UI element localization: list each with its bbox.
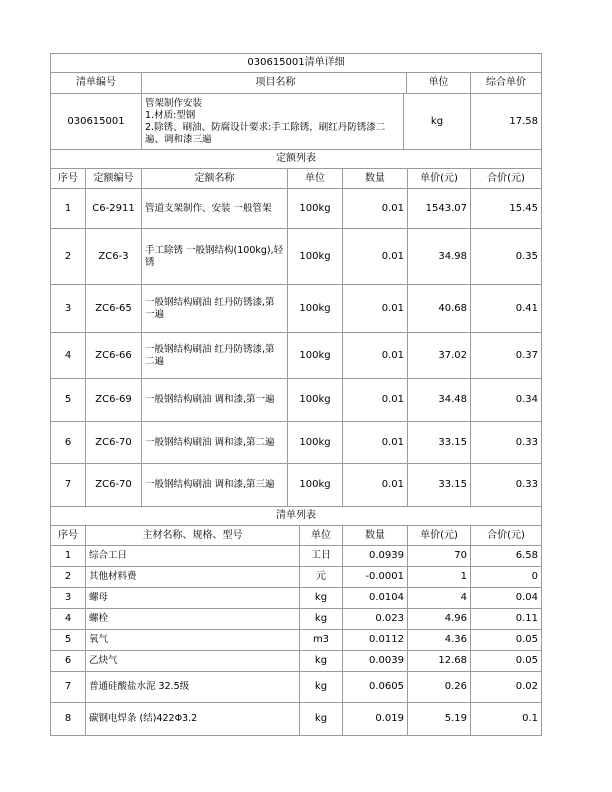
quota-unit: 100kg xyxy=(288,422,343,464)
material-price: 1 xyxy=(408,567,471,588)
quota-col-code: 定额编号 xyxy=(86,169,142,189)
material-qty: 0.0104 xyxy=(343,588,408,609)
quota-seq: 1 xyxy=(51,189,86,229)
material-unit: 工日 xyxy=(311,550,331,561)
quota-unit: 100kg xyxy=(288,379,343,422)
quota-row xyxy=(51,464,542,507)
quota-qty: 0.01 xyxy=(343,229,408,285)
quota-code: ZC6-70 xyxy=(86,464,142,507)
quota-col-unit: 单位 xyxy=(288,169,343,189)
material-price: 5.19 xyxy=(408,703,471,736)
material-unit: kg xyxy=(314,681,328,692)
material-col-seq: 序号 xyxy=(51,526,86,546)
item-header-row xyxy=(51,73,542,94)
quota-total: 0.41 xyxy=(471,285,542,333)
quota-name: 一般钢结构刷油 调和漆,第三遍 xyxy=(142,464,288,507)
material-price: 0.26 xyxy=(408,672,471,703)
material-total: 0 xyxy=(471,567,542,588)
material-section-title: 清单列表 xyxy=(51,507,542,526)
quota-code: ZC6-69 xyxy=(86,379,142,422)
quota-price: 33.15 xyxy=(408,464,471,507)
material-seq: 7 xyxy=(51,672,86,703)
quota-name: 手工除锈 一般钢结构(100kg),轻锈 xyxy=(142,229,288,285)
quota-seq: 7 xyxy=(51,464,86,507)
material-name: 螺母 xyxy=(86,588,300,608)
material-row xyxy=(51,588,542,609)
quota-section-title: 定额列表 xyxy=(51,150,542,169)
material-name: 其他材料费 xyxy=(86,567,300,587)
item-name-line: 管架制作安装 xyxy=(145,97,203,109)
material-seq: 5 xyxy=(51,630,86,651)
material-price: 4.96 xyxy=(408,609,471,630)
material-col-total: 合价(元) xyxy=(471,526,542,546)
quota-total: 0.33 xyxy=(471,422,542,464)
material-name: 氧气 xyxy=(86,630,300,650)
material-unit: m3 xyxy=(312,634,330,645)
quota-row xyxy=(51,229,542,285)
item-unit: kg xyxy=(430,115,444,127)
material-name: 普通硅酸盐水泥 32.5级 xyxy=(86,672,300,702)
material-name: 乙炔气 xyxy=(86,651,300,671)
quota-unit: 100kg xyxy=(288,189,343,229)
item-row xyxy=(51,94,542,150)
material-row xyxy=(51,651,542,672)
quota-unit: 100kg xyxy=(288,333,343,379)
item-price: 17.58 xyxy=(471,94,542,150)
material-name: 碳钢电焊条 (结)422Φ3.2 xyxy=(86,703,300,735)
quota-seq: 2 xyxy=(51,229,86,285)
quota-total: 0.33 xyxy=(471,464,542,507)
quota-total: 0.34 xyxy=(471,379,542,422)
material-row xyxy=(51,546,542,567)
detail-sheet xyxy=(50,53,541,736)
material-name: 综合工日 xyxy=(86,546,300,566)
quota-unit: 100kg xyxy=(288,464,343,507)
material-col-qty: 数量 xyxy=(343,526,408,546)
quota-code: ZC6-3 xyxy=(86,229,142,285)
header-code: 清单编号 xyxy=(51,73,142,94)
quota-qty: 0.01 xyxy=(343,422,408,464)
quota-price: 1543.07 xyxy=(408,189,471,229)
sheet-title: 030615001清单详细 xyxy=(51,54,542,73)
material-qty: 0.023 xyxy=(343,609,408,630)
material-total: 0.11 xyxy=(471,609,542,630)
quota-total: 15.45 xyxy=(471,189,542,229)
material-row xyxy=(51,703,542,736)
quota-col-total: 合价(元) xyxy=(471,169,542,189)
material-qty: 0.0112 xyxy=(343,630,408,651)
material-section-row xyxy=(51,507,542,526)
item-name-line: 1.材质:型钢 xyxy=(145,109,196,121)
quota-row xyxy=(51,189,542,229)
quota-row xyxy=(51,285,542,333)
quota-row xyxy=(51,422,542,464)
quota-col-qty: 数量 xyxy=(343,169,408,189)
header-name: 项目名称 xyxy=(145,73,407,93)
item-code: 030615001 xyxy=(51,94,142,150)
quota-col-seq: 序号 xyxy=(51,169,86,189)
quota-name: 一般钢结构刷油 红丹防锈漆,第二遍 xyxy=(142,333,288,379)
quota-qty: 0.01 xyxy=(343,189,408,229)
material-row xyxy=(51,567,542,588)
quota-price: 40.68 xyxy=(408,285,471,333)
quota-code: ZC6-66 xyxy=(86,333,142,379)
material-seq: 3 xyxy=(51,588,86,609)
quota-header-row xyxy=(51,169,542,189)
quota-seq: 3 xyxy=(51,285,86,333)
material-qty: 0.0605 xyxy=(343,672,408,703)
quota-price: 34.98 xyxy=(408,229,471,285)
quota-qty: 0.01 xyxy=(343,333,408,379)
material-row xyxy=(51,609,542,630)
quota-unit: 100kg xyxy=(288,229,343,285)
quota-code: C6-2911 xyxy=(86,189,142,229)
material-qty: 0.019 xyxy=(343,703,408,736)
item-name-line: 2.除锈、刷油、防腐设计要求:手工除锈，刷红丹防锈漆二遍、调和漆三遍 xyxy=(145,121,386,145)
material-row xyxy=(51,630,542,651)
quota-seq: 4 xyxy=(51,333,86,379)
item-name xyxy=(142,94,404,149)
material-price: 4.36 xyxy=(408,630,471,651)
material-unit: kg xyxy=(314,713,328,724)
quota-name: 一般钢结构刷油 调和漆,第一遍 xyxy=(142,379,288,422)
quota-price: 37.02 xyxy=(408,333,471,379)
quota-total: 0.35 xyxy=(471,229,542,285)
quota-qty: 0.01 xyxy=(343,464,408,507)
material-header-row xyxy=(51,526,542,546)
quota-col-name: 定额名称 xyxy=(142,169,288,189)
title-row xyxy=(51,54,542,73)
material-unit: kg xyxy=(314,592,328,603)
material-total: 0.02 xyxy=(471,672,542,703)
quota-name: 一般钢结构刷油 红丹防锈漆,第一遍 xyxy=(142,285,288,333)
quota-code: ZC6-65 xyxy=(86,285,142,333)
material-total: 6.58 xyxy=(471,546,542,567)
material-unit: kg xyxy=(314,613,328,624)
quota-name: 管道支架制作、安装 一般管架 xyxy=(142,189,288,229)
material-seq: 2 xyxy=(51,567,86,588)
material-row xyxy=(51,672,542,703)
material-qty: 0.0939 xyxy=(343,546,408,567)
detail-table xyxy=(50,53,542,736)
quota-section-row xyxy=(51,150,542,169)
header-unit: 单位 xyxy=(428,77,449,88)
material-col-name: 主材名称、规格、型号 xyxy=(86,526,300,545)
quota-seq: 5 xyxy=(51,379,86,422)
quota-seq: 6 xyxy=(51,422,86,464)
material-seq: 1 xyxy=(51,546,86,567)
material-unit: kg xyxy=(314,655,328,666)
material-seq: 4 xyxy=(51,609,86,630)
quota-name: 一般钢结构刷油 调和漆,第二遍 xyxy=(142,422,288,464)
material-col-price: 单价(元) xyxy=(408,526,471,546)
material-total: 0.1 xyxy=(471,703,542,736)
material-seq: 6 xyxy=(51,651,86,672)
material-qty: -0.0001 xyxy=(343,567,408,588)
material-total: 0.04 xyxy=(471,588,542,609)
quota-qty: 0.01 xyxy=(343,285,408,333)
material-seq: 8 xyxy=(51,703,86,736)
quota-price: 34.48 xyxy=(408,379,471,422)
material-total: 0.05 xyxy=(471,630,542,651)
material-price: 4 xyxy=(408,588,471,609)
quota-price: 33.15 xyxy=(408,422,471,464)
material-price: 12.68 xyxy=(408,651,471,672)
quota-total: 0.37 xyxy=(471,333,542,379)
quota-row xyxy=(51,379,542,422)
material-unit: 元 xyxy=(316,571,326,582)
material-name: 螺栓 xyxy=(86,609,300,629)
material-total: 0.05 xyxy=(471,651,542,672)
quota-col-price: 单价(元) xyxy=(408,169,471,189)
quota-qty: 0.01 xyxy=(343,379,408,422)
quota-code: ZC6-70 xyxy=(86,422,142,464)
material-qty: 0.0039 xyxy=(343,651,408,672)
quota-row xyxy=(51,333,542,379)
material-price: 70 xyxy=(408,546,471,567)
header-price: 综合单价 xyxy=(471,73,542,94)
material-col-unit: 单位 xyxy=(311,529,331,541)
quota-unit: 100kg xyxy=(288,285,343,333)
